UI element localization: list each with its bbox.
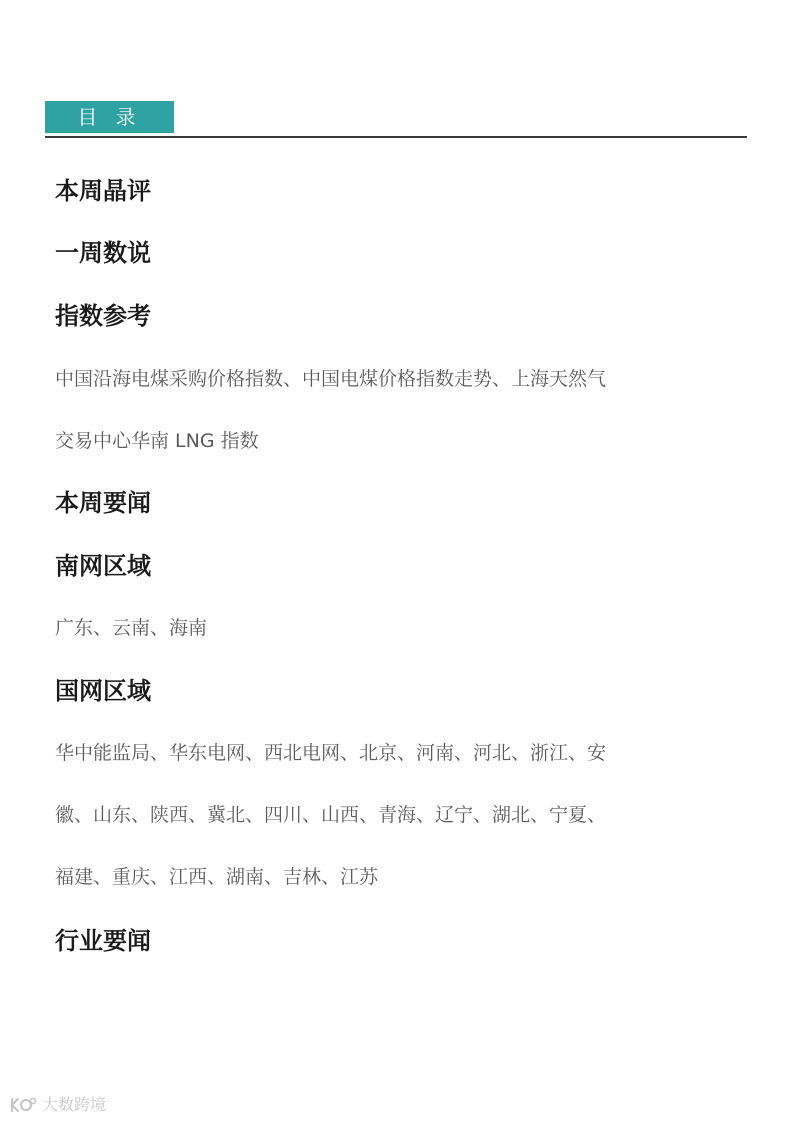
watermark xyxy=(8,1094,106,1116)
toc-sub-index-line-1: 中国沿海电煤采购价格指数、中国电煤价格指数走势、上海天然气 xyxy=(55,368,607,390)
toc-sub-state-grid-line-1: 华中能监局、华东电网、西北电网、北京、河南、河北、浙江、安 xyxy=(55,742,607,764)
toc-sub-state-grid-line-2: 徽、山东、陕西、冀北、四川、山西、青海、辽宁、湖北、宁夏、 xyxy=(55,804,607,826)
toc-header xyxy=(45,101,747,138)
toc-title: 目 录 xyxy=(45,101,174,133)
toc-divider xyxy=(45,136,747,138)
toc-sub-index-line-2: 交易中心华南 LNG 指数 xyxy=(55,430,259,452)
kc-logo-icon xyxy=(8,1096,38,1114)
toc-heading-weekly-data: 一周数说 xyxy=(55,239,151,267)
toc-heading-state-grid: 国网区域 xyxy=(55,677,151,705)
toc-heading-southern-grid: 南网区域 xyxy=(55,552,151,580)
watermark-text: 大数跨境 xyxy=(42,1095,107,1114)
toc-sub-state-grid-line-3: 福建、重庆、江西、湖南、吉林、江苏 xyxy=(55,866,379,888)
toc-heading-industry-news: 行业要闻 xyxy=(55,927,151,955)
toc-sub-southern-grid-regions: 广东、云南、海南 xyxy=(55,617,208,639)
toc-heading-weekly-news: 本周要闻 xyxy=(55,489,151,517)
toc-heading-index-reference: 指数参考 xyxy=(55,302,151,330)
toc-heading-weekly-review: 本周晶评 xyxy=(55,177,151,205)
